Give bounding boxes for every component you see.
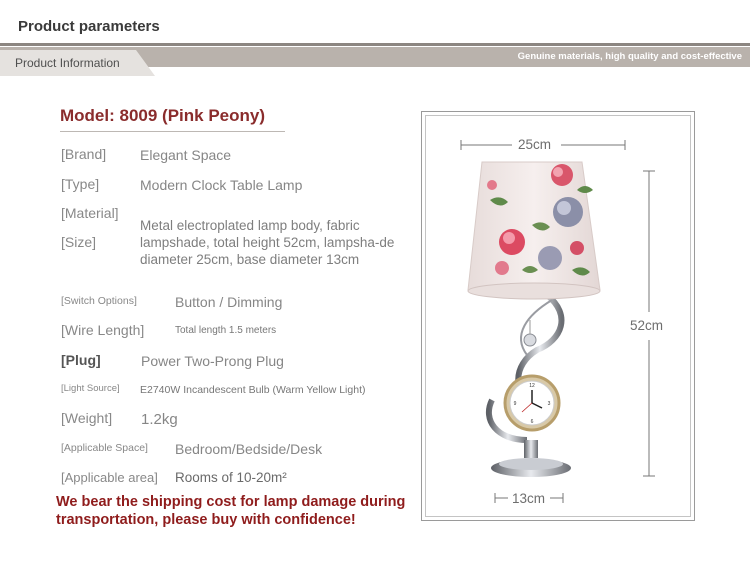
product-info-tab-label: Product Information xyxy=(15,56,120,70)
plug-label: [Plug] xyxy=(61,352,101,368)
space-value: Bedroom/Bedside/Desk xyxy=(175,441,323,457)
base-width-label: 13cm xyxy=(512,491,546,506)
brand-value: Elegant Space xyxy=(140,147,232,163)
lamp-neck xyxy=(524,440,538,458)
wire-label: [Wire Length] xyxy=(61,322,145,338)
material-label: [Material] xyxy=(61,205,119,221)
shipping-notice-line1: We bear the shipping cost for lamp damage during xyxy=(56,494,406,510)
area-value: Rooms of 10-20m² xyxy=(175,470,287,485)
svg-text:9: 9 xyxy=(513,401,517,407)
switch-value: Button / Dimming xyxy=(175,294,283,310)
plug-value: Power Two-Prong Plug xyxy=(141,353,284,369)
model-title: Model: 8009 (Pink Peony) xyxy=(60,106,265,125)
svg-text:3: 3 xyxy=(547,401,551,407)
wire-value: Total length 1.5 meters xyxy=(175,325,277,336)
switch-label: [Switch Options] xyxy=(61,295,137,307)
svg-text:6: 6 xyxy=(530,419,534,425)
svg-text:12: 12 xyxy=(529,383,535,389)
section-title: Product parameters xyxy=(18,18,160,35)
weight-value: 1.2kg xyxy=(141,411,178,428)
type-label: [Type] xyxy=(61,176,100,192)
lamp-image xyxy=(452,150,632,485)
light-value: E2740W Incandescent Bulb (Warm Yellow Light) xyxy=(140,384,366,396)
brand-label: [Brand] xyxy=(61,146,107,162)
crystal-pendant xyxy=(524,334,536,346)
height-label: 52cm xyxy=(630,318,664,333)
shade-width-label: 25cm xyxy=(518,137,552,152)
type-value: Modern Clock Table Lamp xyxy=(140,177,303,193)
area-label: [Applicable area] xyxy=(61,470,158,485)
shipping-notice-line2: transportation, please buy with confidence! xyxy=(56,511,356,528)
light-label: [Light Source] xyxy=(61,383,120,394)
header-slogan: Genuine materials, high quality and cost-effective xyxy=(517,51,742,62)
weight-label: [Weight] xyxy=(61,410,113,426)
space-label: [Applicable Space] xyxy=(61,442,148,454)
lamp-shade xyxy=(468,162,600,296)
size-label: [Size] xyxy=(61,234,97,250)
material-size-value: Metal electroplated lamp body, fabric lampshade, total height 52cm, lampsha-de diameter 25cm, base diameter 13cm xyxy=(140,218,395,267)
